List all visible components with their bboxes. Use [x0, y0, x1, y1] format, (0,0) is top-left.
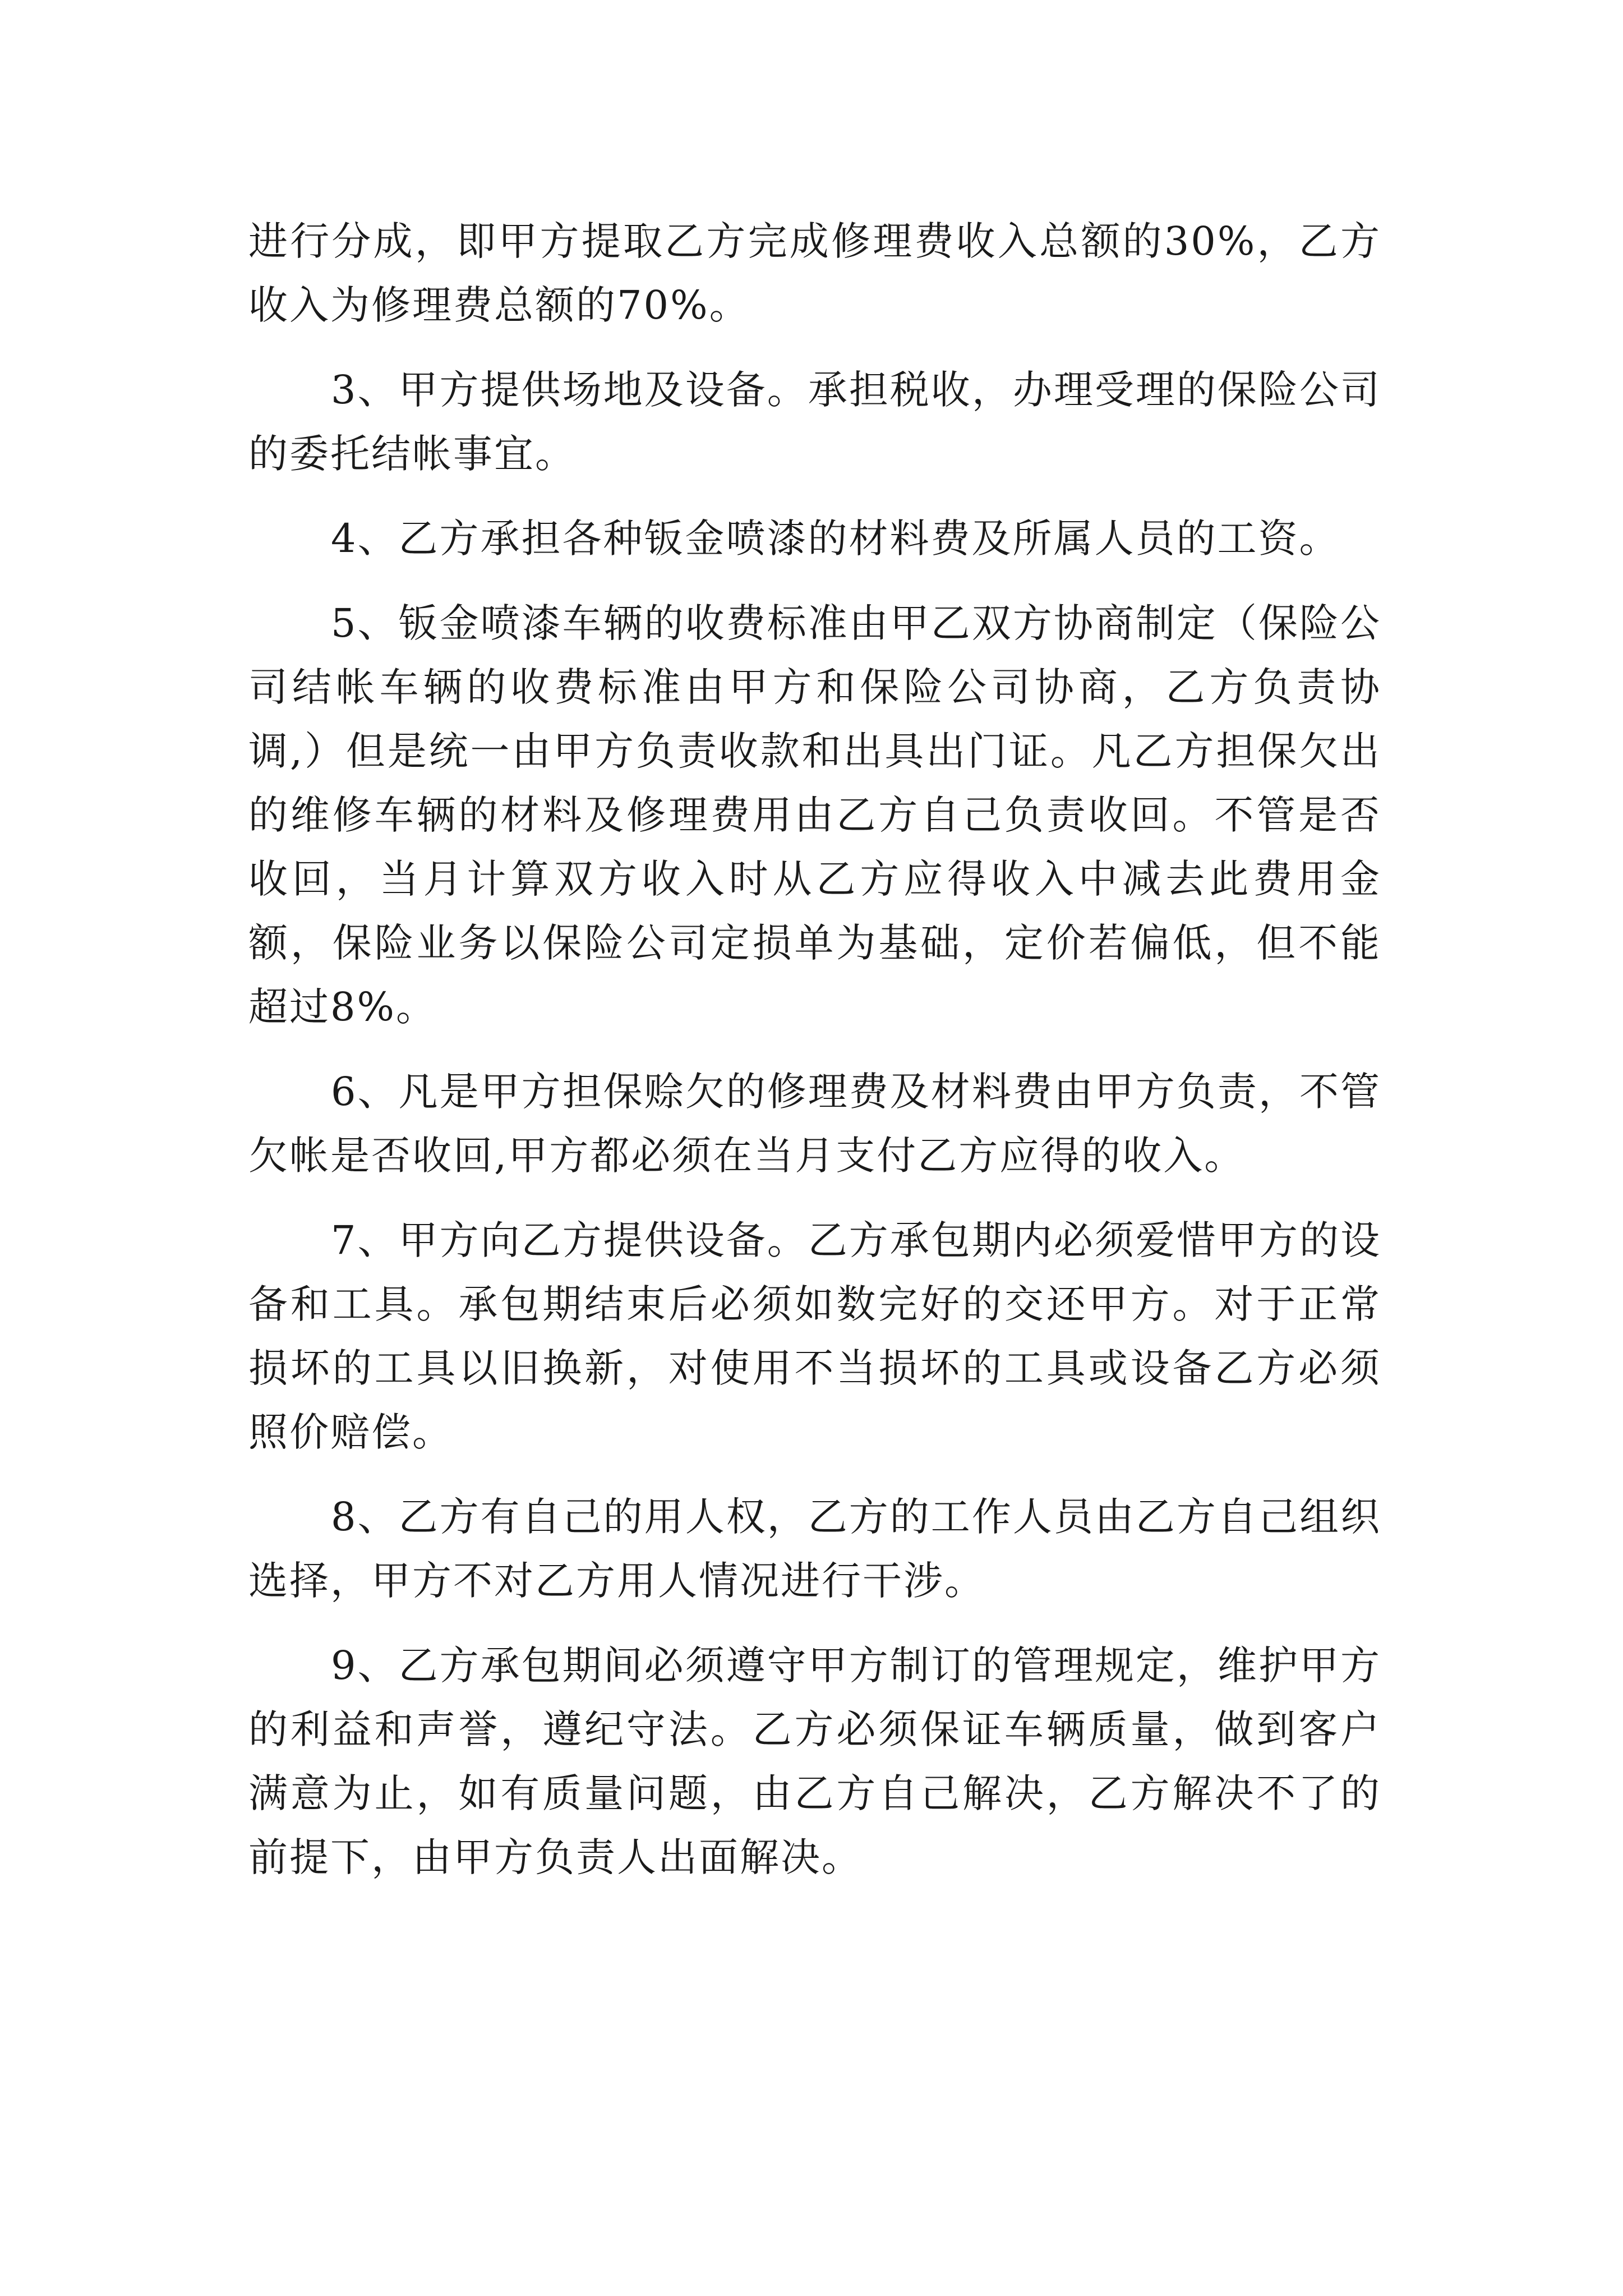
- paragraph-5: 5、钣金喷漆车辆的收费标准由甲乙双方协商制定（保险公司结帐车辆的收费标准由甲方和保险公司协商，乙方负责协调,）但是统一由甲方负责收款和出具出门证。凡乙方担保欠出的维修车辆的材料及修理费用由乙方自己负责收回。不管是否收回，当月计算双方收入时从乙方应得收入中减去此费用金额，保险业务以保险公司定损单为基础，定价若偏低，但不能超过8%。: [248, 600, 1381, 1030]
- paragraph-3: 3、甲方提供场地及设备。承担税收，办理受理的保险公司的委托结帐事宜。: [248, 367, 1381, 477]
- document-body: [248, 209, 1381, 1910]
- paragraph-continued: 进行分成，即甲方提取乙方完成修理费收入总额的30%，乙方收入为修理费总额的70%。: [248, 218, 1381, 328]
- paragraph-7: 7、甲方向乙方提供设备。乙方承包期内必须爱惜甲方的设备和工具。承包期结束后必须如数完好的交还甲方。对于正常损坏的工具以旧换新，对使用不当损坏的工具或设备乙方必须照价赔偿。: [248, 1217, 1381, 1455]
- paragraph-8: 8、乙方有自己的用人权，乙方的工作人员由乙方自己组织选择，甲方不对乙方用人情况进行干涉。: [248, 1494, 1381, 1604]
- paragraph-4: 4、乙方承担各种钣金喷漆的材料费及所属人员的工资。: [331, 516, 1340, 562]
- paragraph-6: 6、凡是甲方担保赊欠的修理费及材料费由甲方负责，不管欠帐是否收回,甲方都必须在当月支付乙方应得的收入。: [248, 1069, 1381, 1179]
- paragraph-9: 9、乙方承包期间必须遵守甲方制订的管理规定，维护甲方的利益和声誉，遵纪守法。乙方必须保证车辆质量，做到客户满意为止，如有质量问题，由乙方自己解决，乙方解决不了的前提下，由甲方负责人出面解决。: [248, 1642, 1381, 1880]
